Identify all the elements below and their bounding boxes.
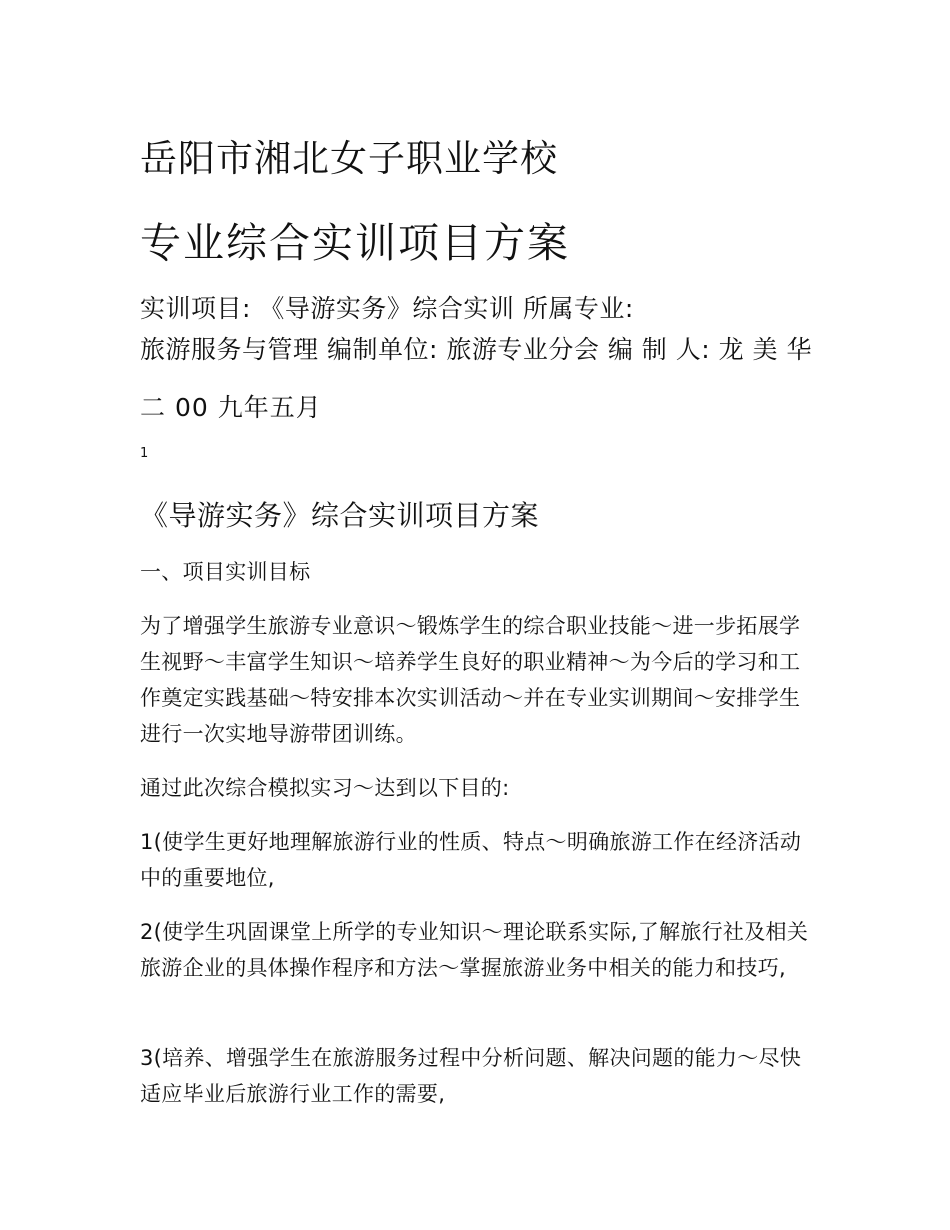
project-value: 《导游实务》综合实训 [259, 294, 515, 323]
section-subheading: 一、项目实训目标 [140, 560, 311, 584]
paragraph: 通过此次综合模拟实习～达到以下目的: [140, 776, 510, 800]
author-value: 龙 美 华 [718, 335, 813, 364]
project-label: 实训项目: [140, 294, 251, 323]
section-title: 《导游实务》综合实训项目方案 [140, 499, 540, 532]
unit-value: 旅游专业分会 [446, 335, 600, 364]
plan-title: 专业综合实训项目方案 [140, 219, 570, 267]
page-number: 1 [140, 446, 149, 461]
list-item: 2(使学生巩固课堂上所学的专业知识～理论联系实际,了解旅行社及相关旅游企业的具体操作程序和方法～掌握旅游业务中相关的能力和技巧, [140, 920, 809, 980]
document-date: 二 00 九年五月 [140, 393, 322, 422]
school-name: 岳阳市湘北女子职业学校 [140, 137, 558, 180]
major-label: 所属专业: [522, 294, 634, 323]
paragraph: 为了增强学生旅游专业意识～锻炼学生的综合职业技能～进一步拓展学生视野～丰富学生知识～培养学生良好的职业精神～为今后的学习和工作奠定实践基础～特安排本次实训活动～并在专业实训期间～安排学生进行一次实地导游带团训练。 [140, 614, 801, 746]
unit-label: 编制单位: [326, 335, 438, 364]
list-item: 3(培养、增强学生在旅游服务过程中分析问题、解决问题的能力～尽快适应毕业后旅游行业工作的需要, [140, 1046, 802, 1106]
author-label: 编 制 人: [607, 335, 711, 364]
major-value: 旅游服务与管理 [140, 335, 319, 364]
project-meta [140, 288, 820, 370]
list-item: 1(使学生更好地理解旅游行业的性质、特点～明确旅游工作在经济活动中的重要地位, [140, 830, 802, 890]
